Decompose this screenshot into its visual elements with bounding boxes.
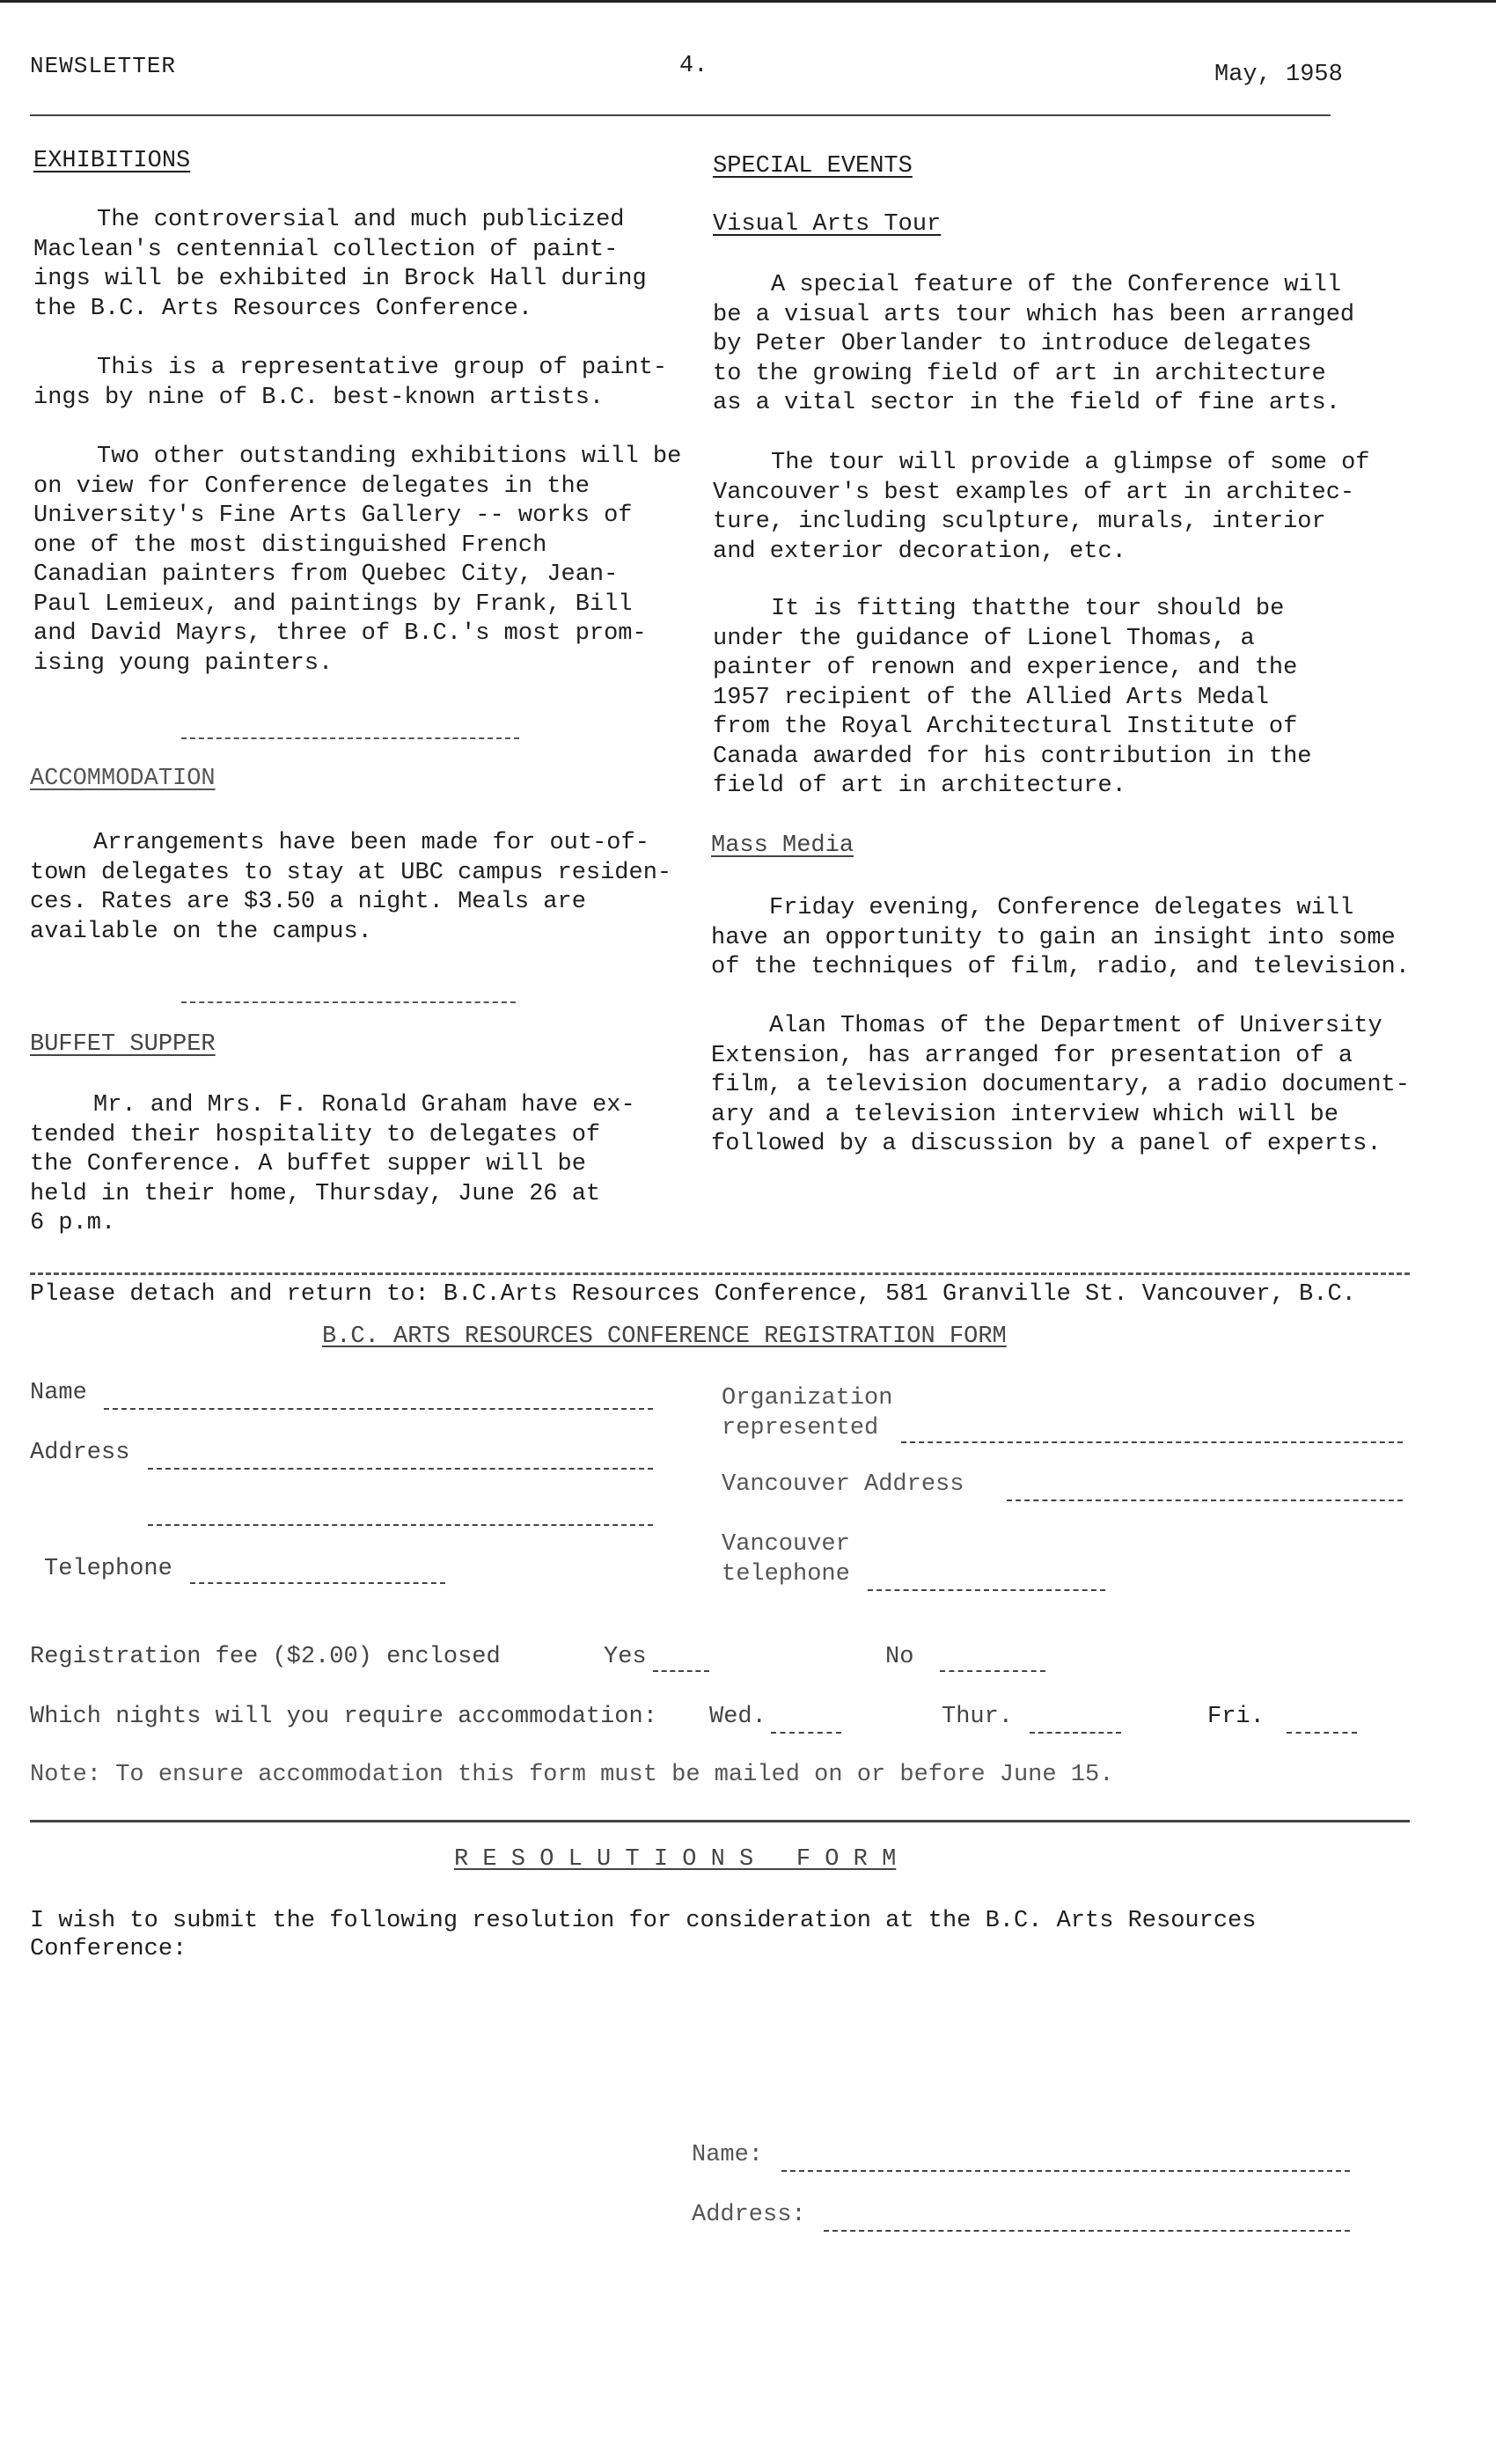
organization-field[interactable]: [901, 1441, 1403, 1443]
text-line: under the guidance of Lionel Thomas, a: [713, 625, 1255, 652]
thur-label: Thur.: [942, 1704, 1014, 1730]
accommodation-nights-label: Which nights will you require accommodation:: [30, 1704, 657, 1730]
thur-field[interactable]: [1030, 1732, 1121, 1734]
text-line: field of art in architecture.: [713, 773, 1126, 799]
telephone-label: Telephone: [44, 1556, 172, 1582]
issue-date: May, 1958: [1214, 62, 1343, 88]
detach-line: [30, 1272, 1410, 1275]
exhibitions-paragraph-1: [33, 206, 647, 324]
text-line: to the growing field of art in architecture: [713, 360, 1326, 387]
text-line: Canada awarded for his contribution in the: [713, 743, 1312, 770]
mass-media-paragraph-1: [711, 894, 1410, 983]
visual-arts-tour-subheading: Visual Arts Tour: [713, 211, 942, 238]
text-line: 6 p.m.: [30, 1210, 116, 1236]
text-line: held in their home, Thursday, June 26 at: [30, 1180, 601, 1207]
text-line: tended their hospitality to delegates of: [30, 1121, 601, 1148]
yes-label: Yes: [604, 1644, 647, 1670]
name-label: Name: [30, 1380, 87, 1406]
form-separator: [30, 1820, 1410, 1822]
organization-label-line-1: Organization: [722, 1385, 893, 1412]
text-line: followed by a discussion by a panel of experts.: [711, 1131, 1382, 1157]
text-line: Vancouver's best examples of art in architec-: [713, 479, 1355, 506]
return-address-note: Please detach and return to: B.C.Arts Resources Conference, 581 Granville St. Vancouver, B.C.: [30, 1281, 1356, 1308]
resolution-text-line-2: Conference:: [30, 1936, 187, 1962]
text-line: ary and a television interview which will be: [711, 1101, 1338, 1128]
text-line: the Conference. A buffet supper will be: [30, 1151, 586, 1177]
resolution-name-label: Name:: [692, 2142, 764, 2168]
vancouver-telephone-label-line-1: Vancouver: [722, 1531, 850, 1558]
vancouver-telephone-field[interactable]: [868, 1589, 1105, 1591]
mass-media-paragraph-2: [711, 1012, 1410, 1160]
text-line: Canadian painters from Quebec City, Jean-: [33, 561, 619, 588]
text-line: Paul Lemieux, and paintings by Frank, Bill: [33, 590, 633, 618]
text-line: ising young painters.: [33, 649, 334, 677]
registration-form-title: B.C. ARTS RESOURCES CONFERENCE REGISTRATION FORM: [322, 1324, 1007, 1350]
text-line: the B.C. Arts Resources Conference.: [33, 295, 533, 322]
text-line: This is a representative group of paint-: [97, 355, 668, 381]
text-line: as a vital sector in the field of fine arts.: [713, 390, 1340, 416]
wed-label: Wed.: [709, 1704, 766, 1730]
text-line: town delegates to stay at UBC campus residen-: [30, 859, 672, 886]
exhibitions-heading: EXHIBITIONS: [33, 148, 191, 174]
text-line: ture, including sculpture, murals, interior: [713, 509, 1326, 535]
visual-arts-paragraph-2: [713, 449, 1370, 567]
text-line: from the Royal Architectural Institute of: [713, 714, 1298, 740]
wed-field[interactable]: [771, 1732, 841, 1734]
text-line: painter of renown and experience, and the: [713, 655, 1298, 681]
accommodation-heading: ACCOMMODATION: [30, 766, 216, 792]
exhibitions-paragraph-3: [33, 443, 681, 678]
resolution-text-line-1: I wish to submit the following resolution for consideration at the B.C. Arts Resources: [30, 1908, 1257, 1934]
no-label: No: [885, 1644, 914, 1670]
text-line: Mr. and Mrs. F. Ronald Graham have ex-: [93, 1092, 635, 1118]
name-field[interactable]: [104, 1408, 653, 1410]
vancouver-address-label: Vancouver Address: [722, 1471, 964, 1498]
visual-arts-paragraph-1: [713, 271, 1354, 419]
mailing-deadline-note: Note: To ensure accommodation this form must be mailed on or before June 15.: [30, 1762, 1114, 1788]
text-line: and exterior decoration, etc.: [713, 538, 1126, 565]
text-line: of the techniques of film, radio, and television.: [711, 954, 1410, 980]
text-line: one of the most distinguished French: [33, 532, 547, 559]
text-line: Arrangements have been made for out-of-: [93, 830, 649, 856]
accommodation-paragraph: [30, 829, 671, 947]
text-line: 1957 recipient of the Allied Arts Medal: [713, 684, 1269, 711]
section-divider: [181, 737, 519, 739]
text-line: ings will be exhibited in Brock Hall during: [33, 266, 647, 292]
text-line: ings by nine of B.C. best-known artists.: [33, 384, 605, 411]
resolution-name-field[interactable]: [781, 2170, 1350, 2172]
text-line: film, a television documentary, a radio document-: [711, 1072, 1410, 1098]
text-line: The tour will provide a glimpse of some of: [771, 450, 1370, 476]
text-line: ces. Rates are $3.50 a night. Meals are: [30, 889, 586, 915]
special-events-heading: SPECIAL EVENTS: [713, 153, 913, 180]
address-label: Address: [30, 1440, 130, 1466]
text-line: by Peter Oberlander to introduce delegates: [713, 331, 1312, 357]
vancouver-telephone-label-line-2: telephone: [722, 1561, 850, 1588]
header-rule: [30, 114, 1331, 116]
text-line: have an opportunity to gain an insight into some: [711, 924, 1396, 951]
no-field[interactable]: [940, 1670, 1045, 1672]
text-line: Two other outstanding exhibitions will be: [97, 444, 682, 470]
telephone-field[interactable]: [190, 1582, 445, 1584]
exhibitions-paragraph-2: [33, 354, 667, 413]
section-divider: [181, 1001, 516, 1003]
vancouver-address-field[interactable]: [1007, 1500, 1403, 1501]
fri-label: Fri.: [1207, 1704, 1265, 1730]
yes-field[interactable]: [653, 1670, 709, 1672]
text-line: Extension, has arranged for presentation of a: [711, 1042, 1353, 1069]
mass-media-subheading: Mass Media: [711, 832, 854, 859]
buffet-heading: BUFFET SUPPER: [30, 1031, 216, 1058]
text-line: Friday evening, Conference delegates will: [769, 895, 1354, 921]
text-line: The controversial and much publicized: [97, 207, 625, 233]
newsletter-title: NEWSLETTER: [30, 53, 177, 79]
resolutions-form-title: R E S O L U T I O N S F O R M: [454, 1846, 897, 1873]
text-line: on view for Conference delegates in the: [33, 473, 590, 500]
visual-arts-paragraph-3: [713, 595, 1312, 802]
text-line: and David Mayrs, three of B.C.'s most prom-: [33, 620, 647, 647]
address-field-line-2[interactable]: [148, 1524, 653, 1526]
text-line: Maclean's centennial collection of paint-: [33, 236, 619, 263]
registration-fee-label: Registration fee ($2.00) enclosed: [30, 1644, 501, 1670]
text-line: Alan Thomas of the Department of University: [769, 1013, 1382, 1039]
text-line: available on the campus.: [30, 918, 372, 945]
fri-field[interactable]: [1287, 1732, 1357, 1734]
text-line: A special feature of the Conference will: [771, 272, 1342, 298]
resolution-address-field[interactable]: [824, 2230, 1350, 2232]
top-border: [0, 0, 1496, 3]
text-line: University's Fine Arts Gallery -- works of: [33, 502, 633, 529]
buffet-paragraph: [30, 1091, 635, 1239]
address-field-line-1[interactable]: [148, 1468, 653, 1470]
organization-label-line-2: represented: [722, 1415, 879, 1441]
text-line: It is fitting thatthe tour should be: [771, 596, 1285, 622]
page-number: 4.: [679, 53, 708, 79]
text-line: be a visual arts tour which has been arranged: [713, 301, 1355, 328]
resolution-address-label: Address:: [692, 2202, 806, 2228]
